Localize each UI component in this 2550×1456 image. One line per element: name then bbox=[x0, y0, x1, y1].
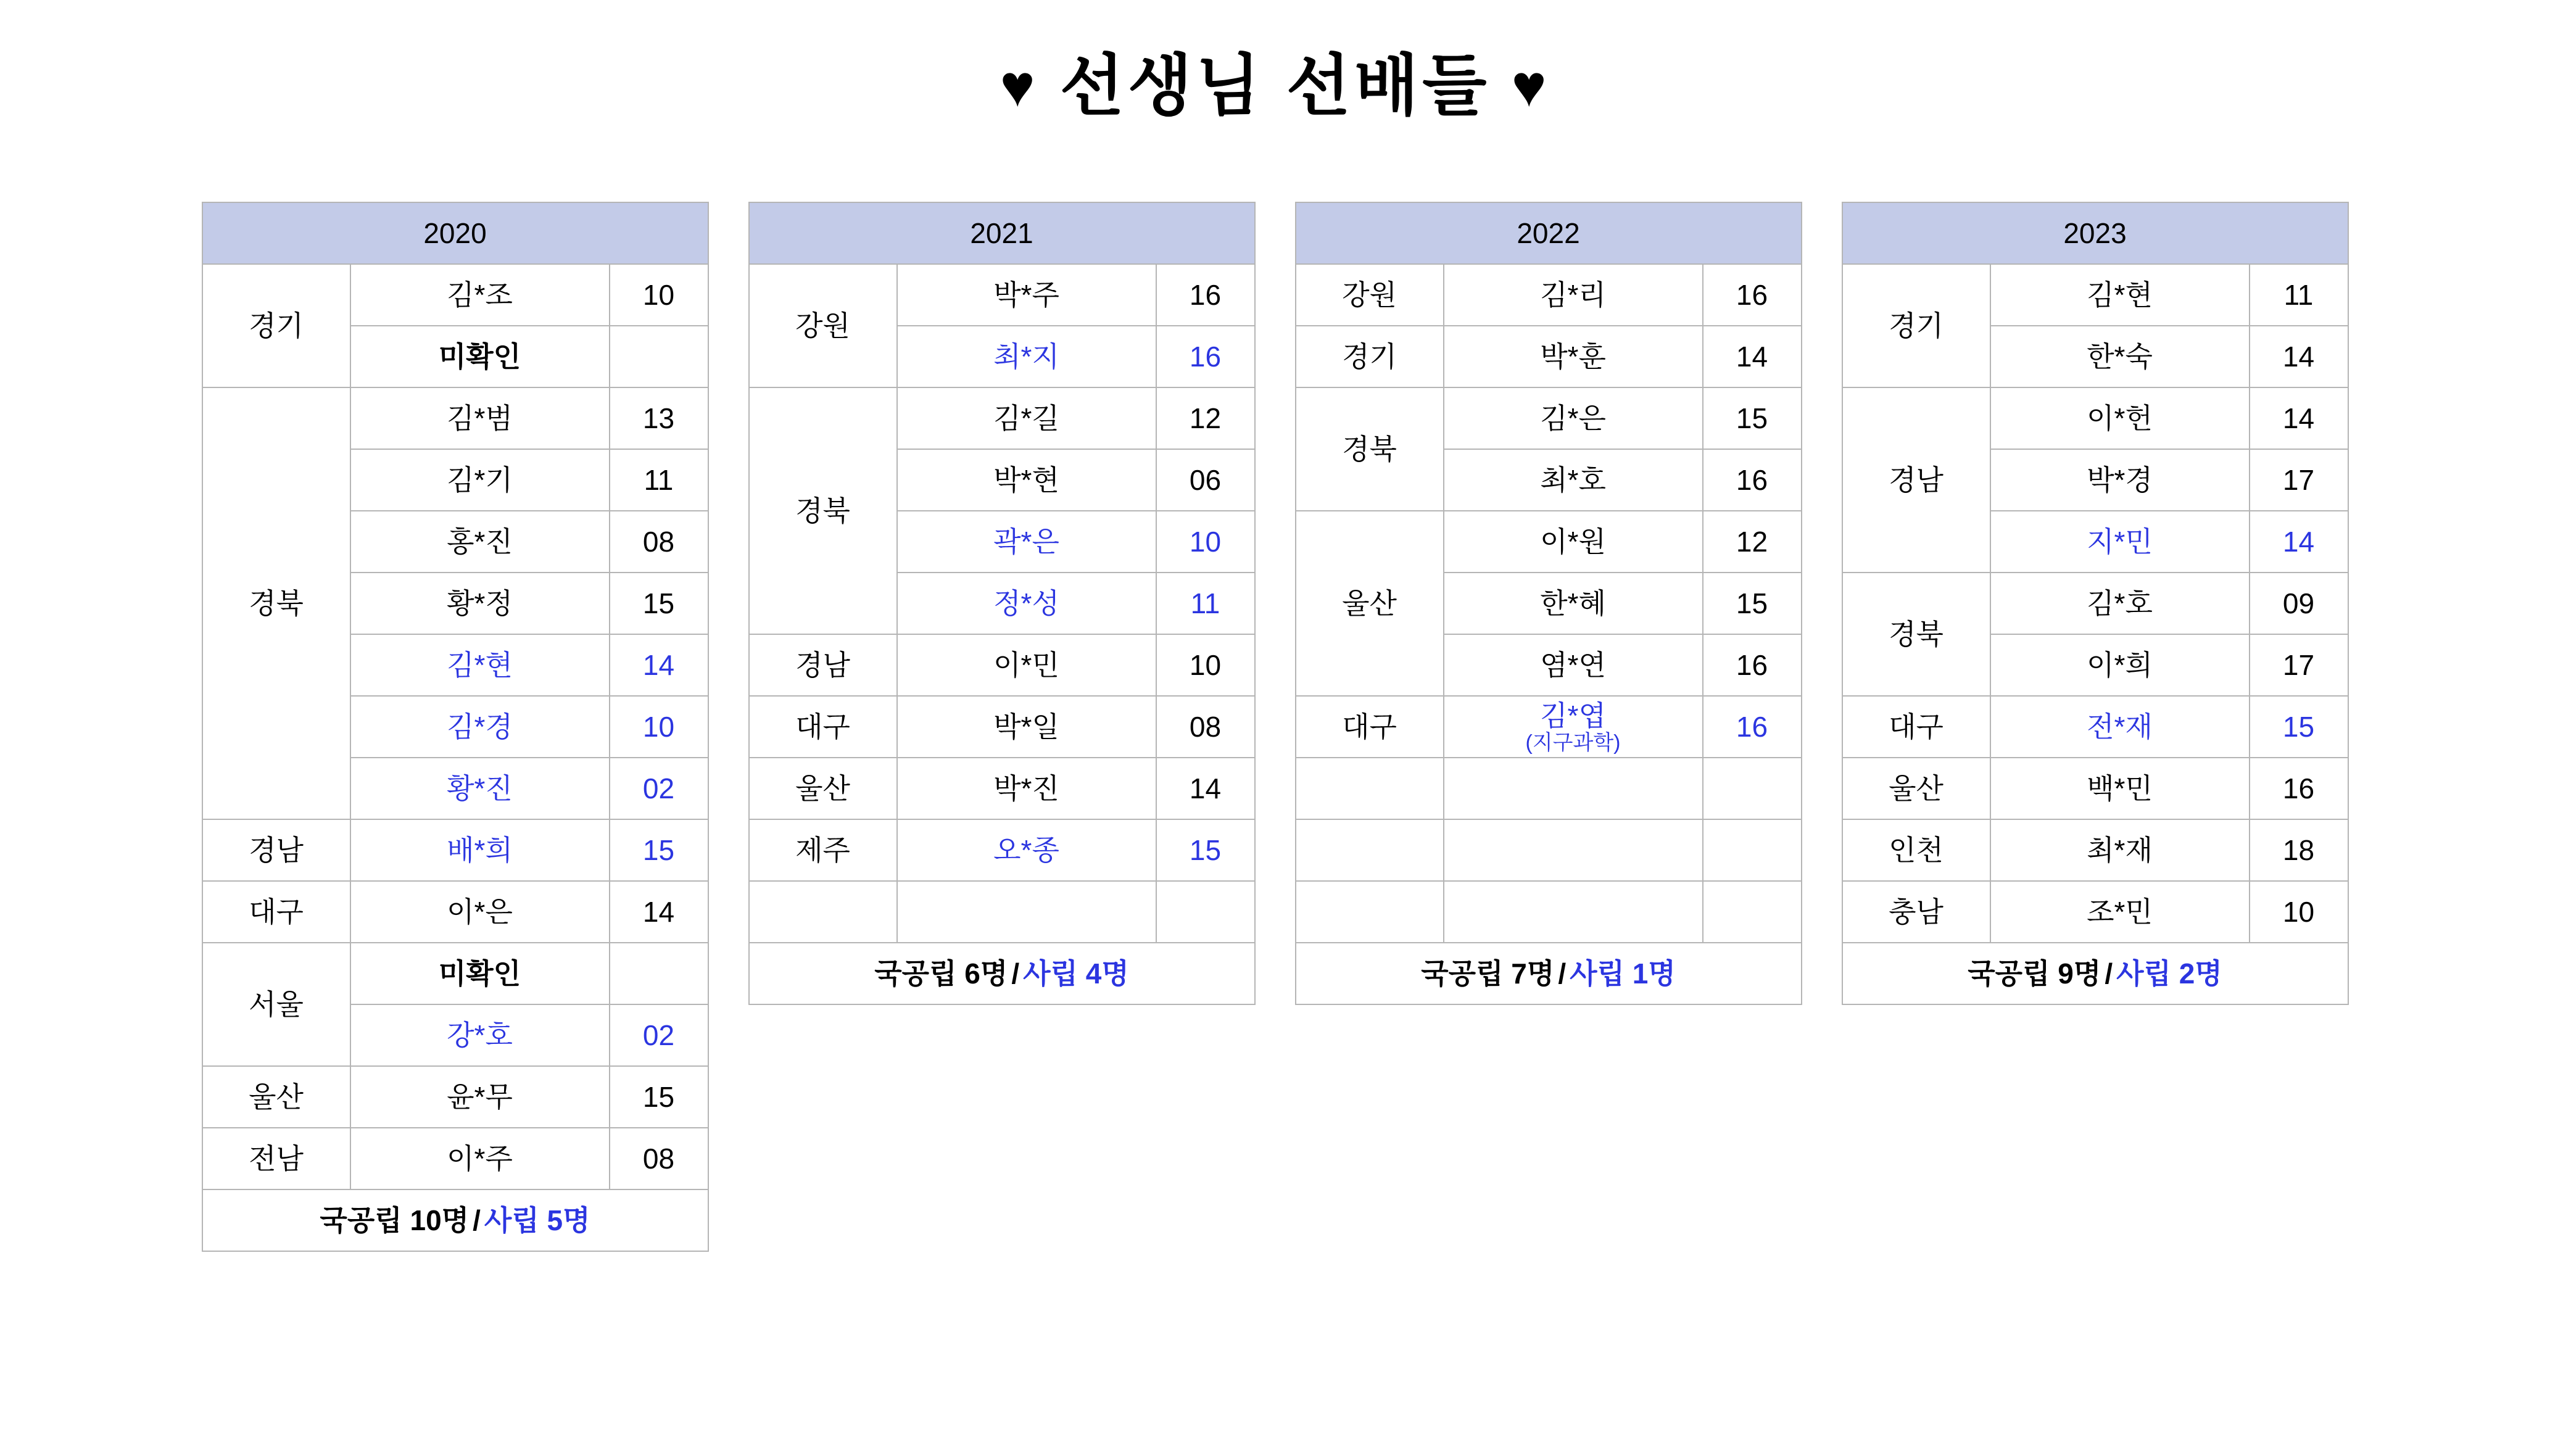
name-cell: 이*민 bbox=[897, 634, 1156, 696]
name-cell: 최*호 bbox=[1444, 449, 1703, 511]
footer-row bbox=[202, 1189, 708, 1251]
year-table bbox=[202, 202, 709, 1252]
number-cell: 11 bbox=[610, 449, 708, 511]
year-tables-container bbox=[0, 202, 2550, 1252]
name-subject-text: (지구과학) bbox=[1525, 730, 1621, 755]
name-cell: 박*훈 bbox=[1444, 326, 1703, 387]
name-cell: 김*경 bbox=[350, 696, 610, 758]
year-block-2023 bbox=[1842, 202, 2349, 1005]
year-header-row bbox=[202, 202, 708, 264]
blank-cell bbox=[1444, 758, 1703, 819]
region-cell: 대구 bbox=[1296, 696, 1444, 758]
summary-cell bbox=[1296, 943, 1802, 1004]
table-row bbox=[749, 758, 1255, 819]
name-cell: 미확인 bbox=[350, 326, 610, 387]
summary-cell bbox=[1842, 943, 2348, 1004]
year-table bbox=[1842, 202, 2349, 1005]
private-count-text: 사립 1명 bbox=[1570, 957, 1676, 990]
blank-cell bbox=[1703, 819, 1802, 881]
name-cell: 황*진 bbox=[350, 758, 610, 819]
heart-right-icon: ♥ bbox=[1511, 53, 1550, 119]
number-cell: 15 bbox=[2250, 696, 2348, 758]
table-row bbox=[1296, 326, 1802, 387]
name-cell: 백*민 bbox=[1990, 758, 2250, 819]
region-cell: 경남 bbox=[202, 819, 350, 881]
table-row bbox=[749, 696, 1255, 758]
public-count-text: 국공립 9명 bbox=[1968, 957, 2101, 990]
number-cell: 10 bbox=[610, 264, 708, 326]
table-row bbox=[1842, 696, 2348, 758]
name-cell: 강*호 bbox=[350, 1004, 610, 1066]
region-cell: 경북 bbox=[1842, 573, 1990, 696]
number-cell: 16 bbox=[1703, 449, 1802, 511]
table-row bbox=[202, 943, 708, 1004]
number-cell: 16 bbox=[1156, 264, 1255, 326]
number-cell: 14 bbox=[610, 881, 708, 943]
number-cell: 09 bbox=[2250, 573, 2348, 634]
number-cell: 08 bbox=[610, 511, 708, 573]
name-cell: 박*주 bbox=[897, 264, 1156, 326]
region-cell: 경북 bbox=[202, 387, 350, 819]
name-cell: 전*재 bbox=[1990, 696, 2250, 758]
region-cell: 경북 bbox=[1296, 387, 1444, 511]
name-cell: 김*은 bbox=[1444, 387, 1703, 449]
name-cell: 박*현 bbox=[897, 449, 1156, 511]
year-block-2020 bbox=[202, 202, 709, 1252]
name-cell: 미확인 bbox=[350, 943, 610, 1004]
region-cell: 대구 bbox=[749, 696, 897, 758]
number-cell: 16 bbox=[1703, 696, 1802, 758]
region-cell: 경기 bbox=[1296, 326, 1444, 387]
blank-cell bbox=[1703, 881, 1802, 943]
summary-separator: / bbox=[1558, 957, 1567, 990]
number-cell: 15 bbox=[1703, 387, 1802, 449]
blank-cell bbox=[749, 881, 897, 943]
number-cell: 13 bbox=[610, 387, 708, 449]
name-cell: 한*숙 bbox=[1990, 326, 2250, 387]
name-cell: 최*재 bbox=[1990, 819, 2250, 881]
number-cell: 15 bbox=[610, 1066, 708, 1128]
table-row bbox=[202, 881, 708, 943]
number-cell: 14 bbox=[2250, 511, 2348, 573]
name-cell: 김*호 bbox=[1990, 573, 2250, 634]
number-cell: 17 bbox=[2250, 634, 2348, 696]
name-cell: 최*지 bbox=[897, 326, 1156, 387]
year-header-row bbox=[749, 202, 1255, 264]
name-cell: 배*희 bbox=[350, 819, 610, 881]
name-cell: 곽*은 bbox=[897, 511, 1156, 573]
table-row bbox=[1842, 264, 2348, 326]
name-cell: 지*민 bbox=[1990, 511, 2250, 573]
footer-row bbox=[749, 943, 1255, 1004]
table-row bbox=[202, 1066, 708, 1128]
table-row bbox=[1842, 819, 2348, 881]
region-cell: 울산 bbox=[202, 1066, 350, 1128]
name-cell: 김*길 bbox=[897, 387, 1156, 449]
number-cell: 17 bbox=[2250, 449, 2348, 511]
table-row bbox=[1296, 264, 1802, 326]
table-row bbox=[1842, 881, 2348, 943]
private-count-text: 사립 5명 bbox=[484, 1204, 590, 1236]
region-cell: 울산 bbox=[749, 758, 897, 819]
blank-cell bbox=[1296, 758, 1444, 819]
region-cell: 서울 bbox=[202, 943, 350, 1066]
number-cell: 02 bbox=[610, 758, 708, 819]
summary-separator: / bbox=[2105, 957, 2113, 990]
page-title-text: 선생님 선배들 bbox=[1059, 48, 1491, 123]
public-count-text: 국공립 10명 bbox=[320, 1204, 470, 1236]
name-cell: 정*성 bbox=[897, 573, 1156, 634]
number-cell: 10 bbox=[1156, 511, 1255, 573]
name-cell: 윤*무 bbox=[350, 1066, 610, 1128]
number-cell: 16 bbox=[2250, 758, 2348, 819]
name-cell: 이*헌 bbox=[1990, 387, 2250, 449]
blank-cell bbox=[1296, 881, 1444, 943]
number-cell: 15 bbox=[1703, 573, 1802, 634]
number-cell: 15 bbox=[1156, 819, 1255, 881]
name-cell: 박*일 bbox=[897, 696, 1156, 758]
blank-cell bbox=[1444, 881, 1703, 943]
footer-row bbox=[1842, 943, 2348, 1004]
region-cell: 제주 bbox=[749, 819, 897, 881]
number-cell: 06 bbox=[1156, 449, 1255, 511]
table-row bbox=[749, 387, 1255, 449]
region-cell: 강원 bbox=[1296, 264, 1444, 326]
number-cell: 12 bbox=[1156, 387, 1255, 449]
table-row bbox=[749, 264, 1255, 326]
blank-row bbox=[1296, 881, 1802, 943]
name-cell: 오*종 bbox=[897, 819, 1156, 881]
number-cell: 08 bbox=[1156, 696, 1255, 758]
name-cell: 김*리 bbox=[1444, 264, 1703, 326]
number-cell: 16 bbox=[1703, 264, 1802, 326]
summary-separator: / bbox=[473, 1204, 481, 1236]
footer-row bbox=[1296, 943, 1802, 1004]
name-cell: 이*주 bbox=[350, 1128, 610, 1189]
year-block-2021 bbox=[748, 202, 1256, 1005]
name-cell: 김*조 bbox=[350, 264, 610, 326]
blank-cell bbox=[1156, 881, 1255, 943]
number-cell: 10 bbox=[1156, 634, 1255, 696]
name-cell: 박*진 bbox=[897, 758, 1156, 819]
table-row bbox=[749, 634, 1255, 696]
table-row bbox=[202, 387, 708, 449]
blank-cell bbox=[1444, 819, 1703, 881]
table-row bbox=[202, 1128, 708, 1189]
summary-cell bbox=[749, 943, 1255, 1004]
public-count-text: 국공립 7명 bbox=[1421, 957, 1555, 990]
table-row bbox=[1296, 511, 1802, 573]
name-cell: 한*혜 bbox=[1444, 573, 1703, 634]
name-cell: 김*기 bbox=[350, 449, 610, 511]
number-cell: 16 bbox=[1703, 634, 1802, 696]
number-cell: 11 bbox=[1156, 573, 1255, 634]
region-cell: 충남 bbox=[1842, 881, 1990, 943]
summary-separator: / bbox=[1011, 957, 1020, 990]
number-cell: 16 bbox=[1156, 326, 1255, 387]
page-title bbox=[0, 0, 2550, 128]
private-count-text: 사립 4명 bbox=[1023, 957, 1129, 990]
region-cell: 대구 bbox=[202, 881, 350, 943]
name-cell bbox=[1444, 696, 1703, 758]
name-cell: 김*현 bbox=[350, 634, 610, 696]
number-cell: 11 bbox=[2250, 264, 2348, 326]
number-cell bbox=[610, 326, 708, 387]
name-cell: 홍*진 bbox=[350, 511, 610, 573]
number-cell: 10 bbox=[610, 696, 708, 758]
region-cell: 경남 bbox=[1842, 387, 1990, 573]
region-cell: 경북 bbox=[749, 387, 897, 634]
public-count-text: 국공립 6명 bbox=[874, 957, 1008, 990]
number-cell: 18 bbox=[2250, 819, 2348, 881]
name-cell: 이*은 bbox=[350, 881, 610, 943]
blank-cell bbox=[1703, 758, 1802, 819]
table-row bbox=[1296, 696, 1802, 758]
year-header-label: 2021 bbox=[749, 202, 1255, 264]
table-row bbox=[1842, 573, 2348, 634]
number-cell: 14 bbox=[2250, 387, 2348, 449]
number-cell: 12 bbox=[1703, 511, 1802, 573]
number-cell: 02 bbox=[610, 1004, 708, 1066]
blank-row bbox=[1296, 758, 1802, 819]
number-cell: 08 bbox=[610, 1128, 708, 1189]
number-cell: 14 bbox=[1156, 758, 1255, 819]
number-cell: 15 bbox=[610, 819, 708, 881]
region-cell: 대구 bbox=[1842, 696, 1990, 758]
year-table bbox=[748, 202, 1256, 1005]
heart-left-icon: ♥ bbox=[1000, 53, 1039, 119]
region-cell: 울산 bbox=[1842, 758, 1990, 819]
region-cell: 전남 bbox=[202, 1128, 350, 1189]
year-header-label: 2023 bbox=[1842, 202, 2348, 264]
blank-cell bbox=[1296, 819, 1444, 881]
number-cell bbox=[610, 943, 708, 1004]
blank-row bbox=[749, 881, 1255, 943]
number-cell: 10 bbox=[2250, 881, 2348, 943]
blank-cell bbox=[897, 881, 1156, 943]
year-header-row bbox=[1842, 202, 2348, 264]
table-row bbox=[1842, 758, 2348, 819]
region-cell: 경기 bbox=[1842, 264, 1990, 387]
table-row bbox=[749, 819, 1255, 881]
name-cell: 염*연 bbox=[1444, 634, 1703, 696]
year-header-label: 2022 bbox=[1296, 202, 1802, 264]
table-row bbox=[202, 819, 708, 881]
name-cell: 황*정 bbox=[350, 573, 610, 634]
number-cell: 14 bbox=[1703, 326, 1802, 387]
year-block-2022 bbox=[1295, 202, 1802, 1005]
region-cell: 경남 bbox=[749, 634, 897, 696]
summary-cell bbox=[202, 1189, 708, 1251]
year-header-label: 2020 bbox=[202, 202, 708, 264]
year-header-row bbox=[1296, 202, 1802, 264]
private-count-text: 사립 2명 bbox=[2116, 957, 2222, 990]
name-cell: 이*희 bbox=[1990, 634, 2250, 696]
region-cell: 경기 bbox=[202, 264, 350, 387]
number-cell: 14 bbox=[2250, 326, 2348, 387]
region-cell: 울산 bbox=[1296, 511, 1444, 696]
name-text: 김*엽 bbox=[1540, 699, 1606, 732]
number-cell: 14 bbox=[610, 634, 708, 696]
region-cell: 강원 bbox=[749, 264, 897, 387]
table-row bbox=[1842, 387, 2348, 449]
blank-row bbox=[1296, 819, 1802, 881]
region-cell: 인천 bbox=[1842, 819, 1990, 881]
name-cell: 박*경 bbox=[1990, 449, 2250, 511]
name-cell: 이*원 bbox=[1444, 511, 1703, 573]
name-cell: 김*현 bbox=[1990, 264, 2250, 326]
name-cell: 김*범 bbox=[350, 387, 610, 449]
number-cell: 15 bbox=[610, 573, 708, 634]
name-cell: 조*민 bbox=[1990, 881, 2250, 943]
table-row bbox=[1296, 387, 1802, 449]
year-table bbox=[1295, 202, 1802, 1005]
table-row bbox=[202, 264, 708, 326]
